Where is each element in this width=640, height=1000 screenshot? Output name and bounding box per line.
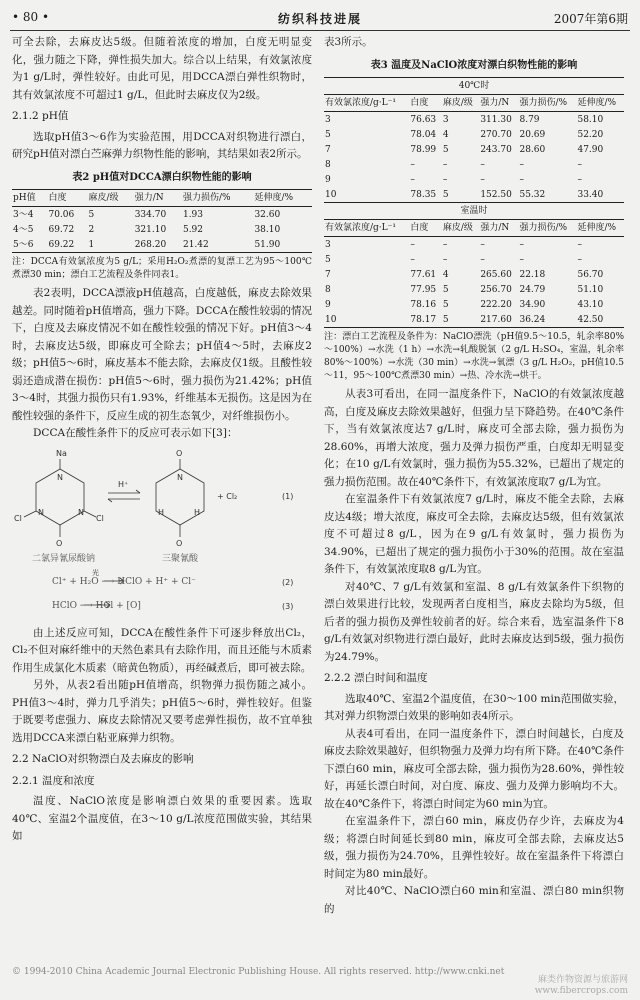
table-cell: 78.99 bbox=[410, 144, 437, 155]
table-cell: – bbox=[519, 174, 524, 185]
table-row bbox=[324, 282, 624, 297]
table-cell: 5 bbox=[325, 129, 331, 140]
table-header-cell: 强力/N bbox=[479, 95, 518, 112]
atom-label: N bbox=[38, 507, 44, 517]
table-caption: 表3 温度及NaClO浓度对漂白织物性能的影响 bbox=[370, 59, 578, 71]
table-row bbox=[12, 207, 312, 223]
equation-number: (2) bbox=[282, 577, 294, 587]
issue-label: 2007年第6期 bbox=[553, 12, 628, 26]
atom-label: N bbox=[57, 472, 63, 482]
table-cell: 5 bbox=[442, 284, 449, 295]
table-header-cell: 强力损伤/% bbox=[518, 95, 576, 112]
table-cell: 5 bbox=[442, 144, 449, 155]
table-row bbox=[324, 187, 624, 203]
table-cell: 20.69 bbox=[519, 129, 546, 140]
table-2 bbox=[12, 189, 312, 253]
left-column bbox=[12, 34, 312, 846]
table-cell: 1.93 bbox=[182, 209, 204, 220]
watermark-line: 麻类作物资源与旅游网 bbox=[537, 975, 628, 985]
table-cell: 5 bbox=[442, 187, 479, 203]
paragraph: 在室温条件下，漂白60 min，麻皮仍存少许，去麻皮为4级；将漂白时间延长到80 min，麻皮可全部去除，去麻皮达5级，强力损伤为24.70%，且弹性较好。故在室温条件下将漂白时间定为80 min最好。 bbox=[324, 815, 624, 880]
table-header-cell: 延伸度/% bbox=[253, 190, 312, 207]
table-cell: 222.20 bbox=[480, 299, 512, 310]
table-cell: 10 bbox=[324, 312, 409, 328]
reaction-diagram bbox=[12, 447, 312, 619]
table-subheader: 40℃时 bbox=[324, 78, 624, 95]
table-cell: 21.42 bbox=[182, 237, 253, 253]
table-header-cell: 有效氯浓度/g·L⁻¹ bbox=[324, 220, 409, 237]
table-cell: 152.50 bbox=[479, 187, 518, 203]
atom-label: N bbox=[78, 507, 84, 517]
table-cell: 334.70 bbox=[134, 209, 167, 220]
table-cell: 34.90 bbox=[519, 299, 546, 310]
atom-label: O bbox=[176, 448, 183, 458]
reaction-equation: Cl⁺ + H₂O ⟶ HClO + H⁺ + Cl⁻ bbox=[52, 576, 196, 587]
table-cell: 8 bbox=[325, 159, 331, 170]
table-cell: 52.20 bbox=[577, 129, 604, 140]
header-rule bbox=[10, 30, 630, 31]
table-cell: 24.79 bbox=[519, 284, 546, 295]
table-subheader: 室温时 bbox=[324, 203, 624, 220]
table-row bbox=[324, 252, 624, 267]
paragraph: 从表3可看出，在同一温度条件下，NaClO的有效氯浓度越高，白度及麻皮去除效果越好，但强力呈下降趋势。在40℃条件下，当有效氯浓度达7 g/L时，麻皮可全部去除，强力损伤为28.60%，再增大浓度，强力及弹力损伤严重，白度却无明显变化；在10 g/L有效氯时，强力损伤为55.32%，已超出了规定的强力损伤范围。故在40℃条件下，有效氯浓度取7 g/L为宜。 bbox=[324, 388, 624, 488]
right-column bbox=[324, 34, 624, 918]
table-cell: 78.04 bbox=[410, 129, 437, 140]
paragraph: 温度、NaClO浓度是影响漂白效果的重要因素。选取40℃、室温2个温度值，在3～10 g/L浓度范围做实验，其结果如 bbox=[12, 795, 312, 842]
table-row bbox=[12, 237, 312, 253]
table-row bbox=[324, 157, 624, 172]
table-row bbox=[324, 297, 624, 312]
table-cell: 5～6 bbox=[12, 237, 47, 253]
table-cell: 7 bbox=[325, 269, 331, 280]
table-cell: 51.90 bbox=[253, 237, 312, 253]
table-cell: – bbox=[410, 159, 415, 170]
table-cell: 4 bbox=[442, 269, 449, 280]
paragraph: 表3所示。 bbox=[324, 36, 373, 48]
table-cell: 47.90 bbox=[577, 144, 604, 155]
table-cell: 8 bbox=[325, 284, 331, 295]
table-row bbox=[324, 172, 624, 187]
paragraph: 表2表明，DCCA漂液pH值越高，白度越低，麻皮去除效果越差。同时随着pH值增高，强力下降。DCCA在酸性较弱的情况下，白度及去麻皮情况不如在酸性较强的情况下好。pH值3～4时，去麻皮达5级，即麻皮可全除去；pH值4～5时，去麻皮2级；pH值5～6时，麻皮基本不能去除，去麻皮仅1级。且酸性较弱还造成潜在损伤：pH值5～6时，强力损伤为21.42%；pH值3～4时，其强力损伤只有1.93%，纤维基本无损伤。这是因为在酸性较强的条件下，反应生成的初生态氧少，对纤维损伤小。 bbox=[12, 287, 312, 422]
table-cell: 3 bbox=[442, 114, 449, 125]
table-cell: 78.35 bbox=[409, 187, 441, 203]
table-cell: 3～4 bbox=[13, 209, 34, 220]
table-cell: 9 bbox=[325, 174, 331, 185]
atom-label: O bbox=[56, 538, 63, 548]
table-header-cell: pH值 bbox=[12, 190, 47, 207]
watermark-line: www.fibercrops.com bbox=[534, 986, 628, 996]
table-cell: – bbox=[480, 174, 485, 185]
atom-label: Cl bbox=[14, 513, 22, 523]
table-cell: 2 bbox=[88, 224, 95, 235]
paragraph: 选取pH值3～6作为实验范围，用DCCA对织物进行漂白，研究pH值对漂白苎麻弹力织物性能的影响，其结果如表2所示。 bbox=[12, 130, 312, 160]
table-cell: – bbox=[519, 254, 524, 265]
table-cell: 3 bbox=[325, 239, 331, 250]
equation-number: (1) bbox=[282, 491, 294, 501]
table-cell: 4～5 bbox=[13, 224, 34, 235]
compound-name: 二氯异氰尿酸钠 bbox=[32, 553, 96, 564]
table-cell: – bbox=[442, 159, 448, 170]
table-cell: 69.22 bbox=[47, 237, 87, 253]
table-cell: 36.24 bbox=[518, 312, 576, 328]
watermark bbox=[535, 975, 628, 997]
condition-label: 光 bbox=[92, 568, 99, 577]
table-cell: 55.32 bbox=[518, 187, 576, 203]
journal-title: 纺织科技进展 bbox=[277, 12, 362, 26]
table-cell: 5 bbox=[88, 209, 95, 220]
table-cell: – bbox=[410, 174, 415, 185]
table-header-cell: 延伸度/% bbox=[576, 220, 624, 237]
table-cell: 5 bbox=[325, 254, 331, 265]
table-cell: 42.50 bbox=[576, 312, 624, 328]
table-cell: 33.40 bbox=[576, 187, 624, 203]
copyright-footer: © 1994-2010 China Academic Journal Electronic Publishing House. All rights reserved. http://www.cnki.net bbox=[12, 967, 505, 977]
table-cell: 51.10 bbox=[577, 284, 604, 295]
page-number: • 80 • bbox=[12, 10, 50, 24]
atom-label: H bbox=[158, 507, 165, 517]
table-cell: 70.06 bbox=[48, 209, 75, 220]
paragraph: 由上述反应可知，DCCA在酸性条件下可逐步释放出Cl₂，Cl₂不但对麻纤维中的天然色素具有去除作用，而且还能与木质素作用生成氯化木质素（暗黄色物质），再经碱煮后，即可被去除。 bbox=[12, 626, 312, 674]
table-cell: 78.16 bbox=[410, 299, 437, 310]
table-cell: 268.20 bbox=[134, 237, 182, 253]
reagent-label: H⁺ bbox=[118, 479, 129, 489]
table-cell: 5 bbox=[442, 312, 479, 328]
paragraph: 对40℃、7 g/L有效氯和室温、8 g/L有效氯条件下织物的漂白效果进行比较，发现两者白度相当，麻皮去除均为5级，但后者的强力损伤及弹性较前者的好。综合来看，选室温条件下8 g/L有效氯对织物进行漂白最好，此时去麻皮达到5级，强力损伤为24.79%。 bbox=[324, 580, 624, 663]
table-cell: 22.18 bbox=[519, 269, 546, 280]
paragraph: DCCA在酸性条件下的反应可表示如下[3]： bbox=[33, 427, 238, 439]
table-cell: – bbox=[442, 174, 448, 185]
paragraph: 另外，从表2看出随pH值增高，织物弹力损伤随之减小。PH值3～4时，弹力几乎消失；pH值5～6时，弹性较好。但鉴于既要考虑强力、麻皮去除情况又要考虑弹性损伤，故不宜单独选用DCCA来漂白粘亚麻弹力织物。 bbox=[12, 679, 312, 744]
table-cell: – bbox=[410, 239, 415, 250]
table-cell: 58.10 bbox=[577, 114, 604, 125]
table-cell: 1 bbox=[88, 237, 134, 253]
table-cell: 77.95 bbox=[410, 284, 437, 295]
subsection-heading: 2.2.2 漂白时间和温度 bbox=[324, 672, 428, 684]
table-cell: 43.10 bbox=[577, 299, 604, 310]
table-cell: 56.70 bbox=[577, 269, 604, 280]
table-cell: 217.60 bbox=[479, 312, 518, 328]
table-cell: 9 bbox=[325, 299, 331, 310]
table-cell: – bbox=[442, 254, 448, 265]
table-cell: 77.61 bbox=[410, 269, 437, 280]
table-cell: 4 bbox=[442, 129, 449, 140]
section-heading: 2.2 NaClO对织物漂白及去麻皮的影响 bbox=[12, 753, 194, 765]
table-row bbox=[324, 267, 624, 282]
table-row bbox=[324, 312, 624, 328]
atom-label: Na bbox=[56, 448, 67, 458]
table-cell: 10 bbox=[324, 187, 409, 203]
table-header-cell: 白度 bbox=[47, 190, 87, 207]
table-cell: 311.30 bbox=[480, 114, 512, 125]
table-header-cell: 延伸度/% bbox=[576, 95, 624, 112]
table-cell: 32.60 bbox=[254, 209, 281, 220]
subsection-heading: 2.2.1 温度和浓度 bbox=[12, 774, 95, 787]
equation-number: (3) bbox=[282, 601, 294, 611]
table-cell: – bbox=[519, 239, 524, 250]
table-cell: – bbox=[480, 159, 485, 170]
table-cell: 243.70 bbox=[480, 144, 512, 155]
table-header-cell: 强力损伤/% bbox=[182, 190, 253, 207]
compound-name: 三聚氰酸 bbox=[162, 553, 199, 564]
table-row bbox=[324, 237, 624, 253]
paragraph: 从表4可看出，在同一温度条件下，漂白时间越长，白度及麻皮去除效果越好，但织物强力及弹力均有所下降。在40℃条件下漂白60 min，麻皮可全部去除，强力损伤为28.60%，弹性较好，再延长漂白时间，对白度、麻皮、强力及弹力影响均不大。故在40℃条件下，将漂白时间定为60 min为宜。 bbox=[324, 727, 624, 810]
page-header bbox=[10, 6, 630, 28]
table-cell: 270.70 bbox=[480, 129, 512, 140]
paragraph: 可全去除，去麻皮达5级。但随着浓度的增加，白度无明显变化，强力随之下降，弹性损失加大。综合以上结果，有效氯浓度为1 g/L时，弹性较好。由此可见，用DCCA漂白弹性织物时，其有效氯浓度不可超过1 g/L，但此时去麻皮仅为2级。 bbox=[12, 36, 312, 101]
product-label: + Cl₂ bbox=[217, 491, 238, 501]
table-header-cell: 强力/N bbox=[479, 220, 518, 237]
table-cell: 38.10 bbox=[254, 224, 281, 235]
table-cell: 69.72 bbox=[48, 224, 75, 235]
table-row bbox=[324, 142, 624, 157]
reaction-structures bbox=[12, 447, 312, 619]
table-cell: – bbox=[577, 239, 582, 250]
table-header-cell: 麻皮/级 bbox=[442, 220, 479, 237]
table-cell: 8.79 bbox=[519, 114, 540, 125]
table-cell: – bbox=[577, 159, 582, 170]
table-cell: 5 bbox=[442, 299, 449, 310]
table-cell: 28.60 bbox=[519, 144, 546, 155]
table-cell: – bbox=[480, 239, 485, 250]
paragraph: 对比40℃、NaClO漂白60 min和室温、漂白80 min织物的 bbox=[324, 885, 624, 915]
atom-label: O bbox=[176, 538, 183, 548]
table-header-cell: 强力损伤/% bbox=[518, 220, 576, 237]
table-row bbox=[12, 222, 312, 237]
table-header-cell: 白度 bbox=[409, 95, 441, 112]
table-cell: – bbox=[577, 174, 582, 185]
table-row bbox=[324, 127, 624, 142]
atom-label: Cl bbox=[96, 513, 104, 523]
table-cell: – bbox=[480, 254, 485, 265]
table-cell: 78.17 bbox=[409, 312, 441, 328]
section-heading: 2.1.2 pH值 bbox=[12, 110, 69, 122]
table-cell: 5.92 bbox=[182, 224, 204, 235]
table-note: 注：DCCA有效氯浓度为5 g/L；采用H₂O₂煮漂的复漂工艺为95～100℃煮漂30 min；漂白工艺流程及条件同表1。 bbox=[12, 257, 312, 280]
table-cell: 7 bbox=[325, 144, 331, 155]
table-cell: – bbox=[519, 159, 524, 170]
table-note: 注：漂白工艺流程及条件为：NaClO漂洗（pH值9.5～10.5，轧余率80%～100%）→水洗（1 h）→水洗→轧酸脱氯（2 g/L H₂SO₄，室温，轧余率80%～100%）→水洗（30 min）→水洗→氧漂（3 g/L H₂O₂，pH值10.5～11，95～100℃煮漂30 min）→热、冷水洗→烘干。 bbox=[324, 332, 624, 381]
table-cell: 265.60 bbox=[480, 269, 512, 280]
table-cell: – bbox=[577, 254, 582, 265]
table-cell: – bbox=[442, 239, 448, 250]
table-header-cell: 麻皮/级 bbox=[442, 95, 479, 112]
table-caption: 表2 pH值对DCCA漂白织物性能的影响 bbox=[72, 171, 252, 183]
table-cell: – bbox=[410, 254, 415, 265]
paragraph: 选取40℃、室温2个温度值，在30～100 min范围做实验，其对弹力织物漂白效果的影响如表4所示。 bbox=[324, 692, 624, 722]
table-row bbox=[324, 112, 624, 128]
table-cell: 76.63 bbox=[410, 114, 437, 125]
table-header-cell: 麻皮/级 bbox=[88, 190, 134, 207]
table-header-cell: 强力/N bbox=[134, 190, 182, 207]
atom-label: H bbox=[194, 507, 201, 517]
table-header-cell: 有效氯浓度/g·L⁻¹ bbox=[324, 95, 409, 112]
table-cell: 3 bbox=[325, 114, 331, 125]
table-cell: 256.70 bbox=[480, 284, 512, 295]
table-3 bbox=[324, 77, 624, 328]
paragraph: 在室温条件下有效氯浓度7 g/L时，麻皮不能全去除，去麻皮达4级；增大浓度，麻皮可全去除，去麻皮达5级，但有效氯浓度不可超过8 g/L，因为在9 g/L有效氯时，强力损伤为34.90%，已超出了规定的强力损伤小于30%的范围。故在室温条件下，有效氯浓度取8 g/L为宜。 bbox=[324, 493, 624, 575]
table-cell: 321.10 bbox=[134, 224, 167, 235]
reaction-equation: HClO ⟶ HCl + [O] bbox=[52, 600, 141, 611]
table-header-cell: 白度 bbox=[409, 220, 441, 237]
atom-label: N bbox=[177, 472, 183, 482]
